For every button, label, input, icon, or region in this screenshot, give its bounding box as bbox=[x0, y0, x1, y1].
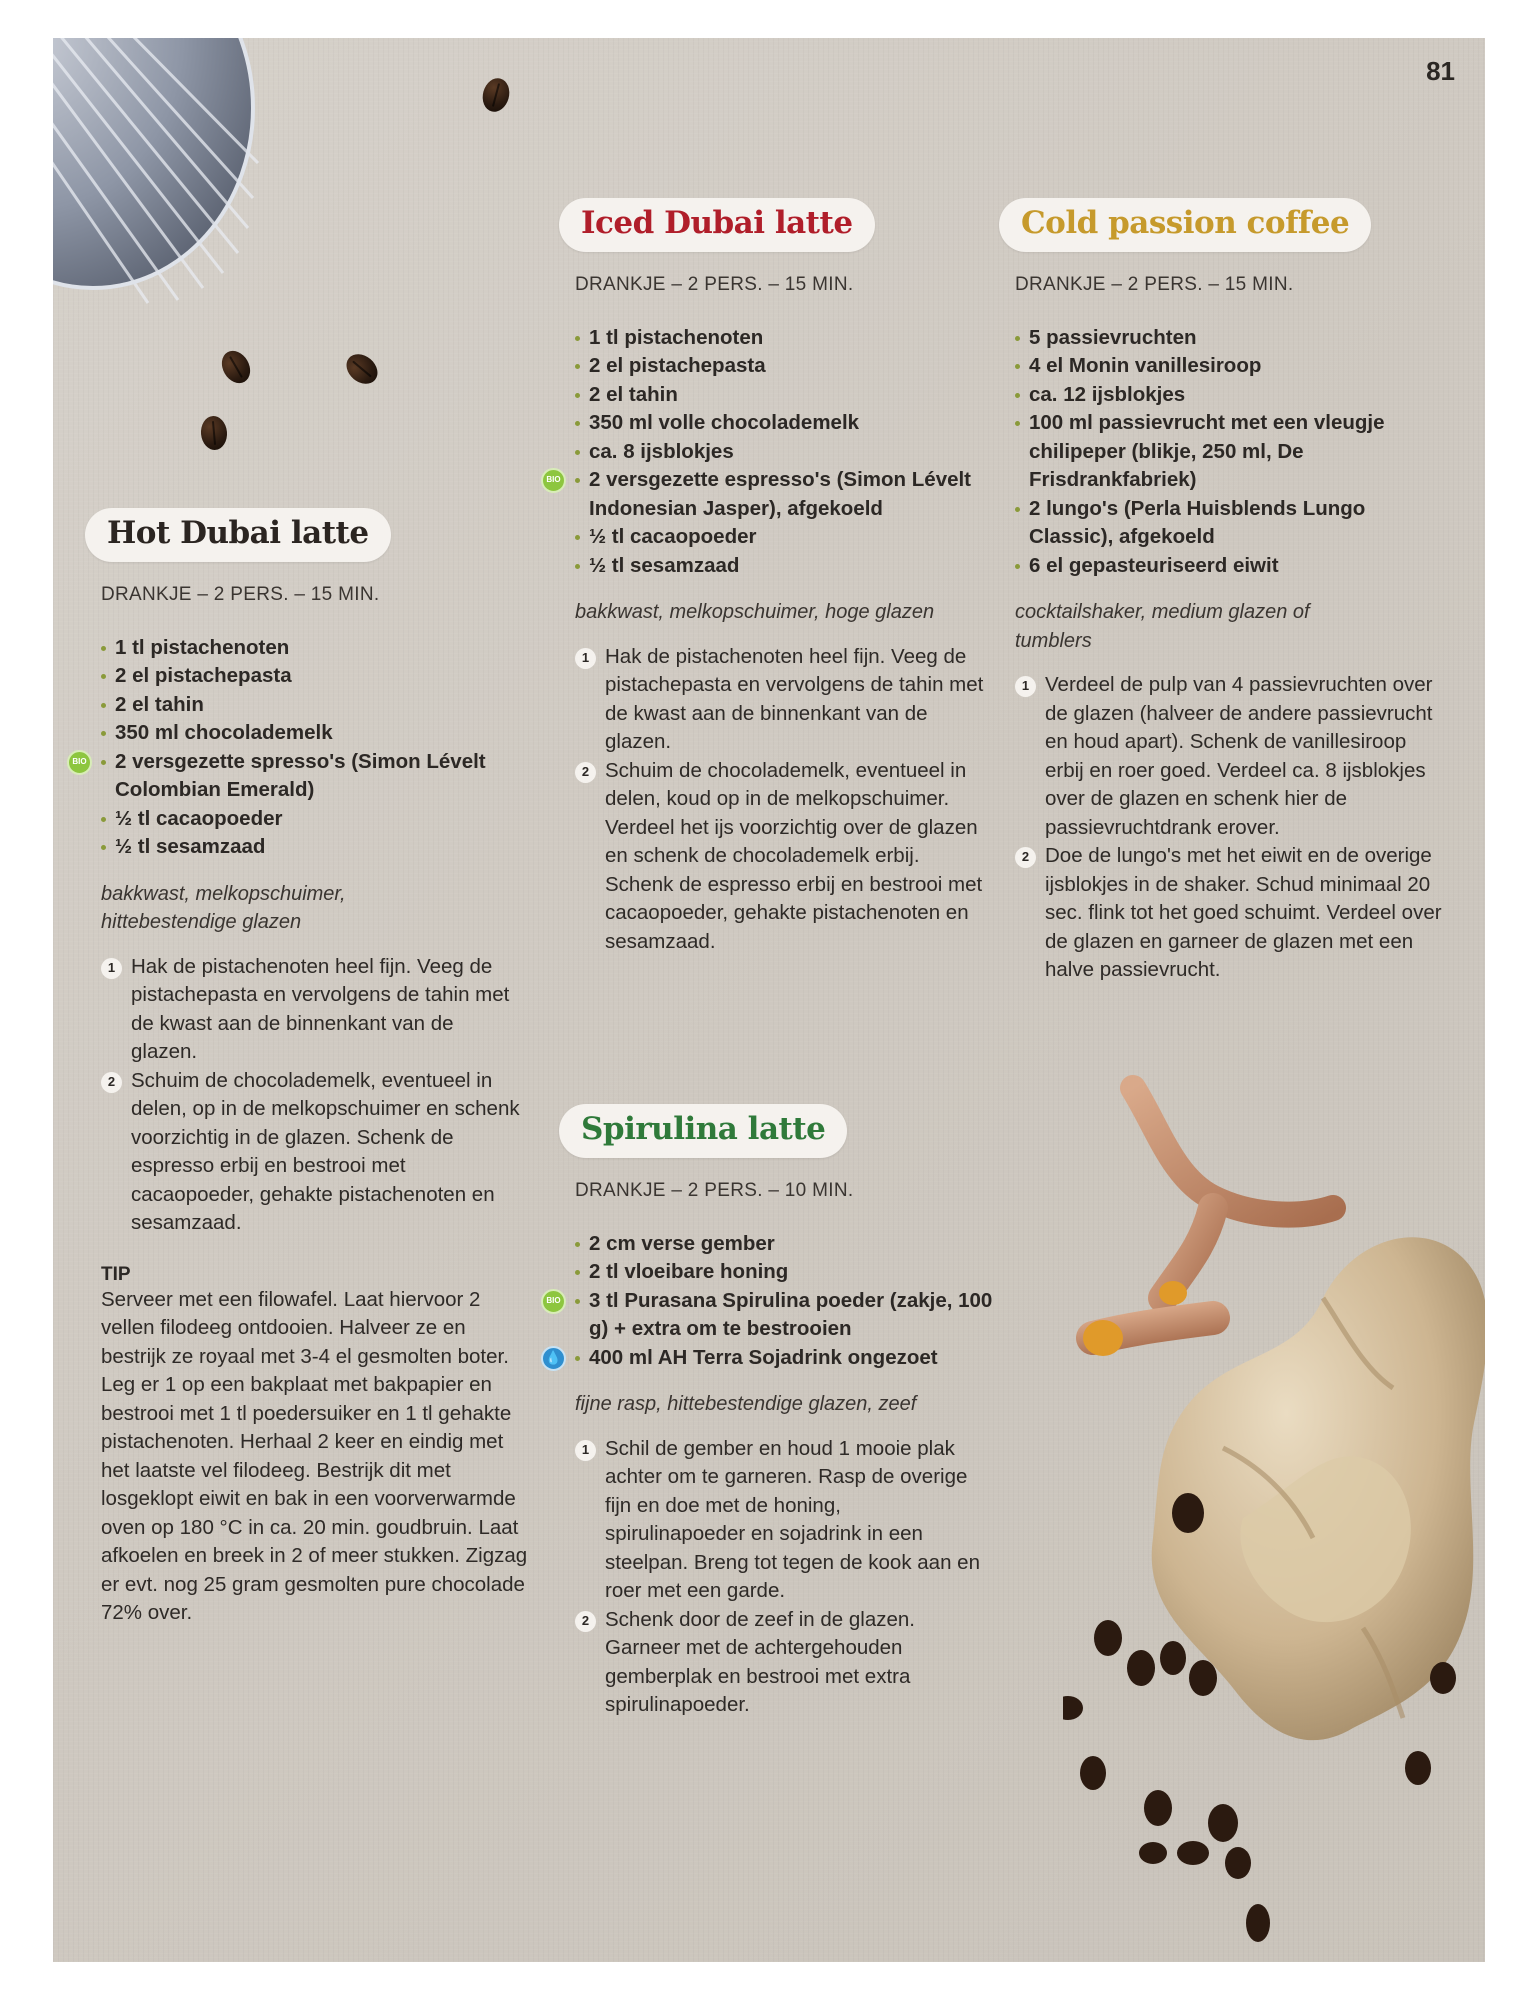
ginger-turmeric-image bbox=[1063, 1068, 1485, 1962]
ingredient-item: 2 tl vloeibare honing bbox=[575, 1258, 995, 1287]
recipe-spirulina-latte bbox=[545, 1104, 999, 1720]
coffee-bean-image bbox=[216, 346, 256, 388]
recipe-meta: DRANKJE – 2 PERS. – 10 MIN. bbox=[575, 1179, 854, 1201]
coffee-bean-image bbox=[341, 348, 384, 390]
ingredient-item: 350 ml chocolademelk bbox=[101, 719, 515, 748]
step-number: 1 bbox=[101, 958, 122, 979]
recipe-title: Hot Dubai latte bbox=[85, 508, 391, 562]
recipe-iced-dubai-latte bbox=[546, 198, 999, 956]
page-number: 81 bbox=[1426, 56, 1455, 86]
step-item: 2 Schuim de chocolademelk, eventueel in delen, koud op in de melkopschuimer. Verdeel het ijs voorzichtig over de glazen en schenk de chocolademelk erbij. Schenk de espresso erbij en bestrooi met cacaopoeder, gehakte pistachenoten en sesamzaad. bbox=[575, 757, 985, 957]
ingredient-item: 350 ml volle chocolademelk bbox=[575, 409, 995, 438]
ingredient-item: ca. 12 ijsblokjes bbox=[1015, 381, 1415, 410]
step-list bbox=[575, 643, 985, 957]
ingredient-item: BIO 3 tl Purasana Spirulina poeder (zakje, 100 g) + extra om te bestrooien bbox=[575, 1287, 995, 1344]
recipe-title: Cold passion coffee bbox=[999, 198, 1371, 252]
step-number: 2 bbox=[1015, 847, 1036, 868]
step-number: 1 bbox=[575, 648, 596, 669]
recipe-meta: DRANKJE – 2 PERS. – 15 MIN. bbox=[101, 583, 380, 605]
step-item: 2 Schenk door de zeef in de glazen. Garneer met de achtergehouden gemberplak en bestrooi met extra spirulinapoeder. bbox=[575, 1606, 985, 1720]
bio-badge-icon: BIO bbox=[67, 750, 92, 775]
ingredient-item: 2 cm verse gember bbox=[575, 1230, 995, 1259]
step-item: 1 Hak de pistachenoten heel fijn. Veeg de pistachepasta en vervolgens de tahin met de kwast aan de binnenkant van de glazen. bbox=[101, 953, 521, 1067]
recipe-title: Iced Dubai latte bbox=[559, 198, 875, 252]
tip-text: Serveer met een filowafel. Laat hiervoor 2 vellen filodeeg ontdooien. Halveer ze en bestrijk ze royaal met 3-4 el gesmolten boter. Leg er 1 op een bakplaat met bakpapier en bestrooi met 1 tl poedersuiker en 1 tl gehakte pistachenoten. Herhaal 2 keer en eindig met het laatste vel filodeeg. Bestrijk dit met losgeklopt eiwit en bak in een voorverwarmde oven op 180 °C in ca. 20 min. goudbruin. Laat afkoelen en breek in 2 of meer stukken. Zigzag er evt. nog 25 gram gesmolten pure chocolade 72% over. bbox=[101, 1287, 528, 1625]
equipment-text: cocktailshaker, medium glazen of tumblers bbox=[1015, 601, 1310, 652]
ingredient-item: 2 lungo's (Perla Huisblends Lungo Classic), afgekoeld bbox=[1015, 495, 1415, 552]
ingredient-item: 1 tl pistachenoten bbox=[575, 324, 995, 353]
ingredient-item: 💧 400 ml AH Terra Sojadrink ongezoet bbox=[575, 1344, 995, 1373]
ingredient-list bbox=[545, 1230, 995, 1373]
coffee-bean-image bbox=[200, 415, 229, 451]
step-number: 2 bbox=[575, 762, 596, 783]
ingredient-item: ½ tl sesamzaad bbox=[101, 833, 515, 862]
tip-box bbox=[101, 1264, 531, 1628]
recipe-title: Spirulina latte bbox=[559, 1104, 847, 1158]
magazine-page bbox=[53, 38, 1485, 1962]
recipe-meta: DRANKJE – 2 PERS. – 15 MIN. bbox=[575, 273, 854, 295]
water-drop-badge-icon: 💧 bbox=[541, 1346, 566, 1371]
ingredient-item: 6 el gepasteuriseerd eiwit bbox=[1015, 552, 1415, 581]
ingredient-item: BIO 2 versgezette espresso's (Simon Lévelt Indonesian Jasper), afgekoeld bbox=[575, 466, 995, 523]
ingredient-item: ½ tl cacaopoeder bbox=[575, 523, 995, 552]
equipment-text: bakkwast, melkopschuimer, hoge glazen bbox=[575, 601, 935, 624]
equipment-text: fijne rasp, hittebestendige glazen, zeef bbox=[575, 1393, 917, 1416]
step-number: 1 bbox=[575, 1440, 596, 1461]
glass-image bbox=[53, 38, 263, 308]
ingredient-item: 100 ml passievrucht met een vleugje chilipeper (blikje, 250 ml, De Frisdrankfabriek) bbox=[1015, 409, 1415, 495]
ingredient-item: ca. 8 ijsblokjes bbox=[575, 438, 995, 467]
recipe-hot-dubai-latte bbox=[72, 508, 528, 1628]
tip-label: TIP bbox=[101, 1263, 131, 1285]
ingredient-item: 2 el pistachepasta bbox=[101, 662, 515, 691]
step-number: 2 bbox=[101, 1072, 122, 1093]
ingredient-item: BIO 2 versgezette spresso's (Simon Lévelt Colombian Emerald) bbox=[101, 748, 515, 805]
recipe-meta: DRANKJE – 2 PERS. – 15 MIN. bbox=[1015, 273, 1294, 295]
ingredient-item: 4 el Monin vanillesiroop bbox=[1015, 352, 1415, 381]
ingredient-item: 2 el tahin bbox=[575, 381, 995, 410]
ingredient-list bbox=[546, 324, 995, 581]
step-item: 2 Schuim de chocolademelk, eventueel in delen, op in de melkopschuimer en schenk voorzichtig in de glazen. Schenk de espresso erbij en bestrooi met cacaopoeder, gehakte pistachenoten en sesamzaad. bbox=[101, 1067, 521, 1238]
ingredient-item: 2 el tahin bbox=[101, 691, 515, 720]
step-list bbox=[575, 1435, 985, 1720]
ingredient-item: 5 passievruchten bbox=[1015, 324, 1415, 353]
ingredient-item: ½ tl cacaopoeder bbox=[101, 805, 515, 834]
step-item: 1 Verdeel de pulp van 4 passievruchten over de glazen (halveer de andere passievrucht en houd apart). Schenk de vanillesiroop erbij en roer goed. Verdeel ca. 8 ijsblokjes over de glazen en schenk hier de passievruchtdrank erover. bbox=[1015, 671, 1445, 842]
step-item: 1 Schil de gember en houd 1 mooie plak achter om te garneren. Rasp de overige fijn en doe met de honing, spirulinapoeder en sojadrink in een steelpan. Breng tot tegen de kook aan en roer met een garde. bbox=[575, 1435, 985, 1606]
ingredient-list bbox=[72, 634, 515, 862]
coffee-bean-image bbox=[479, 75, 513, 115]
step-list bbox=[1015, 671, 1445, 985]
step-item: 2 Doe de lungo's met het eiwit en de overige ijsblokjes in de shaker. Schud minimaal 20 sec. flink tot het goed schuimt. Verdeel over de glazen en garneer de glazen met een halve passievrucht. bbox=[1015, 842, 1445, 985]
ingredient-item: 2 el pistachepasta bbox=[575, 352, 995, 381]
ingredient-item: 1 tl pistachenoten bbox=[101, 634, 515, 663]
step-list bbox=[101, 953, 521, 1238]
bio-badge-icon: BIO bbox=[541, 468, 566, 493]
equipment-text: bakkwast, melkopschuimer, hittebestendige glazen bbox=[101, 882, 346, 934]
step-number: 2 bbox=[575, 1611, 596, 1632]
step-number: 1 bbox=[1015, 676, 1036, 697]
step-item: 1 Hak de pistachenoten heel fijn. Veeg de pistachepasta en vervolgens de tahin met de kwast aan de binnenkant van de glazen. bbox=[575, 643, 985, 757]
bio-badge-icon: BIO bbox=[541, 1289, 566, 1314]
recipe-cold-passion-coffee bbox=[999, 198, 1449, 985]
ingredient-list bbox=[1015, 324, 1415, 581]
ingredient-item: ½ tl sesamzaad bbox=[575, 552, 995, 581]
